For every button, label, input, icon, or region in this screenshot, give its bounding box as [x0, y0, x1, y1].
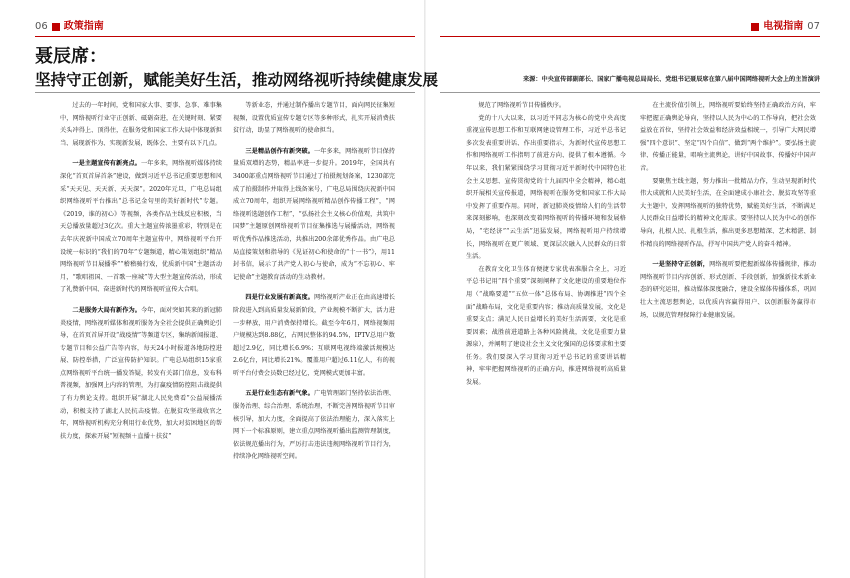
- body-paragraph: 规范了网络视听节目传播秩序。: [478, 102, 566, 109]
- body-paragraph: 要聚焦主线主题，努力推出一批精品力作，生动呈现新时代伟大成就和人民美好生活，在全面建成小康社会、脱贫攻坚等重大主题中，发挥网络视听的独特优势，赋能美好生活，不断满足人民群众日益增长的精神文化需求。要坚持以人民为中心的创作导向，扎根人民、扎根生活，推出更多思想精深、艺术精湛、制作精良的网络视听作品，抒写中国共产党人的奋斗精神。: [640, 177, 816, 248]
- section-body: 广电管理部门坚持依法治理、服务治理、综合治理、系统治理，不断完善网络视听节目审核引导，加大力度，全面提高了依法治理能力，深入落实上网下一个标准原则，建立重点网络视听播出监测管理制度，依法规范播出行为，严厉打击违法违规网络视听节目行为，持续净化网络视听空间。: [233, 390, 395, 461]
- article-column-2: [233, 100, 395, 570]
- left-page-header: [35, 20, 104, 34]
- section-heading: 四是行业发展有新高度。: [245, 294, 314, 302]
- article-title: 坚持守正创新，赋能美好生活，推动网络视听持续健康发展: [35, 71, 439, 89]
- section-paragraph: [233, 388, 395, 464]
- body-paragraph: 在教育文化卫生体育便捷专家优表准服合全上，习近平总书记用“四个重要”深刻阐释了文化建设的重要地位作用（“战略要道”“五位一体”总体布局、协调推进“四个全面”战略布局，文化是重要内容；推动高质量发展，文化是重要支点；满足人民日益增长的美好生活需要，文化是重要因素；战胜前进道路上各种风险挑战，文化是重要力量源泉），并阐明了建设社会主义文化强国的总体要求和主要任务。我们要深入学习贯彻习近平总书记的重要讲话精神，牢牢把握网络视听的正确方向，推进网络视听高质量发展。: [466, 265, 626, 387]
- right-page-header: [751, 20, 820, 34]
- section-paragraph: [233, 146, 395, 285]
- section-paragraph: [60, 305, 222, 444]
- section-paragraph: [640, 259, 816, 322]
- right-page-number: 07: [807, 21, 820, 32]
- right-section-title: 电视指南: [763, 21, 804, 32]
- section-heading: 五是行业生态有新气象。: [245, 390, 314, 398]
- article-title-speaker: 聂辰席：: [35, 46, 107, 67]
- section-body: 一年多来，网络视听节目保持量质双增的态势，精品率进一步提升。2019年，全国共有3400部重点网络视听节目通过了拍摄规划备案，1230部完成了拍摄制作并取得上线备案号，广电总局围绕庆祝新中国成立70周年，组织开展网络视听精品创作传播工程”，“网络视听选题创作工程”，“弘扬社会主义核心价值观，共筑中国梦”主题原创网络视听节目征集推选与展播活动，网络视听优秀作品推选活动，共推出200余部优秀作品。由广电总局直接策划和指导的《见证初心和使命的“十一书”》，用11封书信，展示了共产党人初心与使命，成为“不忘初心、牢记使命”主题教育活动的生动教材。: [233, 147, 395, 281]
- title-rule-left: [35, 92, 415, 93]
- body-paragraph: 过去的一年时间，党和国家大事、要事、急事、难事集中，网络视听行业守正创新、砥砺奋进，在关键时刻、紧要关头冲得上、顶得住，在服务党和国家工作大局中体现新担当、展现新作为、实现新发展，既体会、主要有以下几点。: [60, 102, 222, 147]
- section-body: 网络视听要把握新媒体传播规律，推动网络视听节目内容创新、形式创新、手段创新，加强新技术新业态的研究运用，推动媒体深度融合，建设全媒体传播体系，巩固壮大主流思想舆论，以优质内容赢得用户、以创新服务赢得市场，以规范管理保障行业健康发展。: [640, 261, 816, 319]
- article-column-4: [640, 100, 816, 570]
- article-column-1: [60, 100, 222, 570]
- section-heading: 三是精品创作有新突破。: [245, 147, 314, 155]
- section-heading: 一是主题宣传有新亮点。: [72, 160, 141, 168]
- section-body: 网络视听产业正在由高速增长阶段进入到高质量发展新阶段，产业规模不断扩大，活力进一步释放，用户消费保持增长。截至今年6月，网络视频用户规模达到8.88亿，占网民整体的94.5%，IPTV总用户数超过2.9亿，同比增长6.9%；互联网电视终端激活规模达2.6亿台，同比增长21%。覆盖用户超过6.11亿人，有的视听平台付费会员数已经过亿，党网模式更加丰富。: [233, 294, 395, 377]
- left-header-rule: [35, 36, 415, 37]
- section-body: 一年多来，网络视听媒体持续深化“首页首屏首条”建设，做到习近平总书记重要思想和风采“天天见、天天新、天天深”。2020年元旦，广电总局组织网络视听平台推出“总书记金句里的美好新时代”专题。《2019，谁的初心》等视频，各类作品主线反应积极，当天总播放量超过3亿次。重大主题宣传浓墨重彩，特别是在去年庆祝新中国成立70周年主题宣传中，网络视听平台开设统一标识的“我们的70年”专题频道，精心策划组织“精品网络视听节目展播季”“稽稽骑行戏，优质新中国”主题活动月，“歌唱祖国、一首歌一座城”等大型主题宣传活动，形成了礼赞新中国、奋进新时代的网络视听宣传大合唱。: [60, 160, 222, 294]
- body-paragraph: 党的十八大以来，以习近平同志为核心的党中央高度重视宣传思想工作和互联网建设管理工作，习近平总书记多次发表重要讲话、作出重要指示，为新时代宣传思想工作和网络视听工作指明了前进方向、提供了根本遵循。今年以来，我们紧紧围绕学习贯彻习近平新时代中国特色社会主义思想、宣传贯彻党的十九届四中全会精神，精心组织开展相关宣传报道，网络视听在服务党和国家工作大局中发挥了重要作用。同时，新冠肺炎疫情给人们的生活带来深刻影响，也深刻改变着网络视听的传播环境和发展格局，“宅经济”“云生活”迅猛发展，网络视听用户持续增长，网络视听在更广领域、更深层次融入人民群众的日常生活。: [466, 114, 626, 261]
- body-paragraph: 在主流价值引领上，网络视听要始终坚持正确政治方向，牢牢把握正确舆论导向，坚持以人民为中心的工作导向，把社会效益放在首位，坚持社会效益和经济效益相统一，引导广大网民增强“四个意识”、坚定“四个自信”、做到“两个维护”。要弘扬主旋律、传播正能量，唱响主流舆论，讲好中国故事、传播好中国声音。: [640, 102, 816, 172]
- paragraph-gap: [233, 284, 395, 292]
- section-paragraph: [233, 292, 395, 380]
- section-heading: 二是服务大局有新作为。: [72, 306, 141, 314]
- section-marker-icon: [52, 23, 60, 31]
- section-paragraph: [60, 158, 222, 297]
- paragraph-gap: [60, 150, 222, 158]
- left-page-number: 06: [35, 21, 48, 32]
- article-source: 来源：中央宣传部副部长、国家广播电视总局局长、党组书记聂辰席在第八届中国网络视听大会上的主旨演讲: [523, 76, 820, 83]
- section-body: 今年，面对突如其来的新冠肺炎疫情，网络视听媒体和视听服务为全社会提供正确舆论引导，在首页首屏开设“战疫情”等频道专区，集纳新闻报道、专题节目和公益广告等内容，每天24小时报道各地防控进展、防控举措，广泛宣传防护知识。广电总局组织15家重点网络视听平台统一播发答疑，转发有关部门信息，发布科普视频，加强网上内容的管理，为打赢疫情防控阻击战提供了有力舆论支持。组织开展“湖北人民免费看”公益展播活动，积极支持了湖北人民抗击疫情。在脱贫攻坚战收官之年，网络视听机构充分利用行业优势，加大对贫困地区的帮扶力度，探索开展“短视频＋直播＋扶贫”: [60, 306, 222, 440]
- section-marker-icon: [751, 23, 759, 31]
- paragraph-gap: [640, 251, 816, 259]
- paragraph-gap: [233, 138, 395, 146]
- left-section-title: 政策指南: [63, 21, 104, 32]
- title-rule-right: [440, 92, 820, 93]
- right-header-rule: [440, 36, 820, 37]
- paragraph-gap: [60, 297, 222, 305]
- body-paragraph: 等新业态，并通过制作播出专题节目，面向网民征集短视频，设置优质宣传专题专区等多种形式，扎实开展消费扶贫行动，助显了网络视听的使命担当。: [233, 102, 395, 135]
- article-column-3: [466, 100, 626, 570]
- section-heading: 一是坚持守正创新，: [652, 261, 710, 269]
- paragraph-gap: [233, 380, 395, 388]
